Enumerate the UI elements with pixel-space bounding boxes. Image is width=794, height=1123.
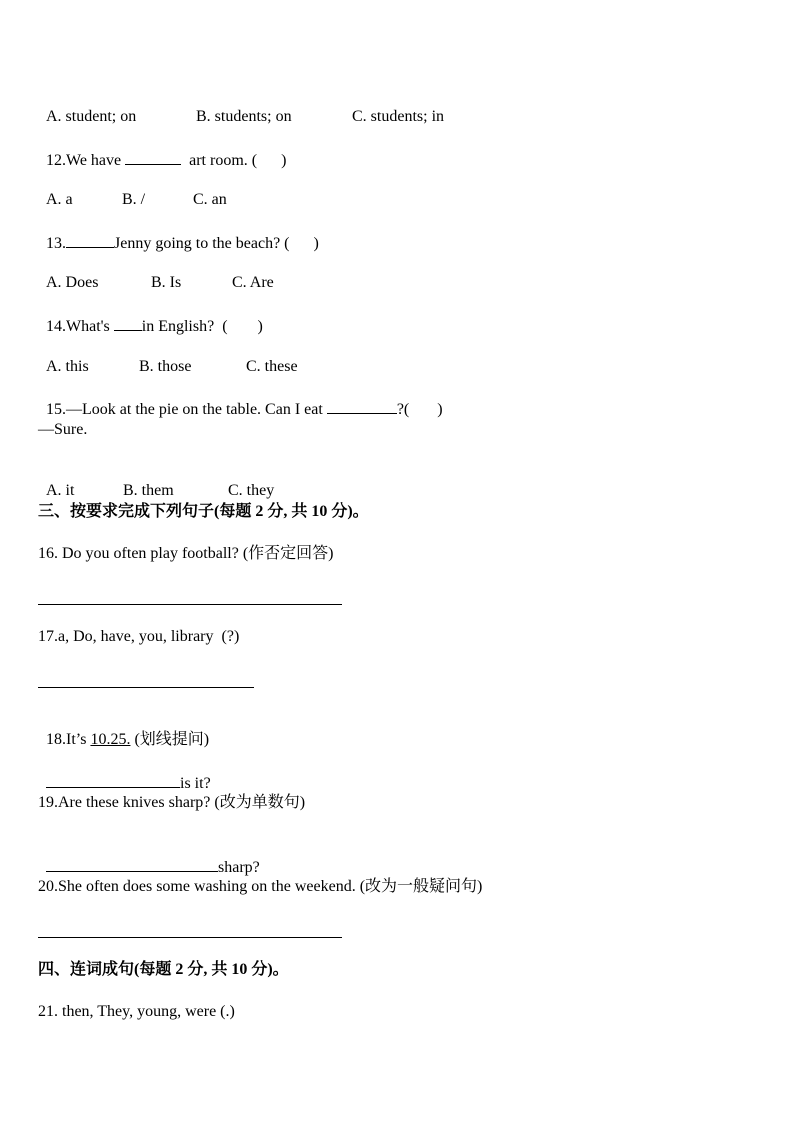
q18-answer-blank	[46, 772, 180, 788]
q20-answer-line	[38, 937, 342, 938]
q19-answer	[38, 836, 260, 878]
q15-close: )	[437, 401, 443, 418]
q18-prefix: 18.It’s	[46, 731, 87, 748]
q13-prefix: 13.	[46, 235, 66, 252]
q14-question	[38, 295, 263, 337]
q14-option-c: C. these	[246, 358, 298, 375]
q15-option-c: C. they	[228, 482, 275, 499]
q12-option-a: A. a	[46, 191, 73, 208]
q12-close: )	[281, 152, 287, 169]
q17-answer-line	[38, 687, 254, 688]
q13-close: )	[313, 235, 319, 252]
q15-prefix: 15.—Look at the pie on the table. Can I eat	[46, 401, 323, 418]
q19-question: 19.Are these knives sharp? (改为单数句)	[38, 794, 306, 811]
q13-blank	[66, 232, 114, 248]
q16-answer-line	[38, 604, 342, 605]
q11-option-b: B. students; on	[196, 108, 292, 125]
q20-question: 20.She often does some washing on the weekend. (改为一般疑问句)	[38, 878, 483, 895]
q15-reply: —Sure.	[38, 421, 88, 438]
q14-prefix: 14.What's	[46, 318, 110, 335]
q13-option-c: C. Are	[232, 274, 274, 291]
q16-question: 16. Do you often play football? (作否定回答)	[38, 545, 334, 562]
q11-option-a: A. student; on	[46, 108, 137, 125]
q18-underlined: 10.25.	[90, 731, 131, 748]
q14-close: )	[257, 318, 263, 335]
q14-option-a: A. this	[46, 358, 89, 375]
section-4-title: 四、连词成句(每题 2 分, 共 10 分)。	[38, 961, 289, 978]
q14-option-b: B. those	[139, 358, 192, 375]
section-3-title: 三、按要求完成下列句子(每题 2 分, 共 10 分)。	[38, 503, 369, 520]
q11-option-c: C. students; in	[352, 108, 445, 125]
q18-answer	[38, 752, 211, 794]
q13-suffix: Jenny going to the beach? (	[114, 235, 290, 252]
q12-blank	[125, 149, 181, 165]
q12-option-b: B. /	[122, 191, 146, 208]
q15-question	[38, 378, 443, 420]
q15-option-b: B. them	[123, 482, 174, 499]
q21-question: 21. then, They, young, were (.)	[38, 1003, 235, 1020]
q12-prefix: 12.We have	[46, 152, 122, 169]
q17-question: 17.a, Do, have, you, library (?)	[38, 628, 240, 645]
q15-blank	[327, 398, 397, 414]
q11-options	[38, 87, 444, 127]
q13-option-b: B. Is	[151, 274, 182, 291]
q15-suffix: ?(	[396, 401, 410, 418]
q12-question	[38, 129, 286, 171]
q19-answer-suffix: sharp?	[218, 859, 260, 876]
q14-suffix: in English? (	[141, 318, 228, 335]
q15-options	[38, 461, 274, 501]
q13-question	[38, 212, 319, 254]
q18-suffix: (划线提问)	[134, 731, 210, 748]
q18-question	[38, 710, 209, 750]
q13-options	[38, 253, 274, 293]
q14-blank	[114, 315, 142, 331]
q18-answer-suffix: is it?	[180, 775, 211, 792]
q15-option-a: A. it	[46, 482, 75, 499]
q12-option-c: C. an	[193, 191, 227, 208]
q19-answer-blank	[46, 856, 218, 872]
q12-suffix: art room. (	[189, 152, 258, 169]
q14-options	[38, 337, 298, 377]
q13-option-a: A. Does	[46, 274, 99, 291]
q12-options	[38, 170, 227, 210]
